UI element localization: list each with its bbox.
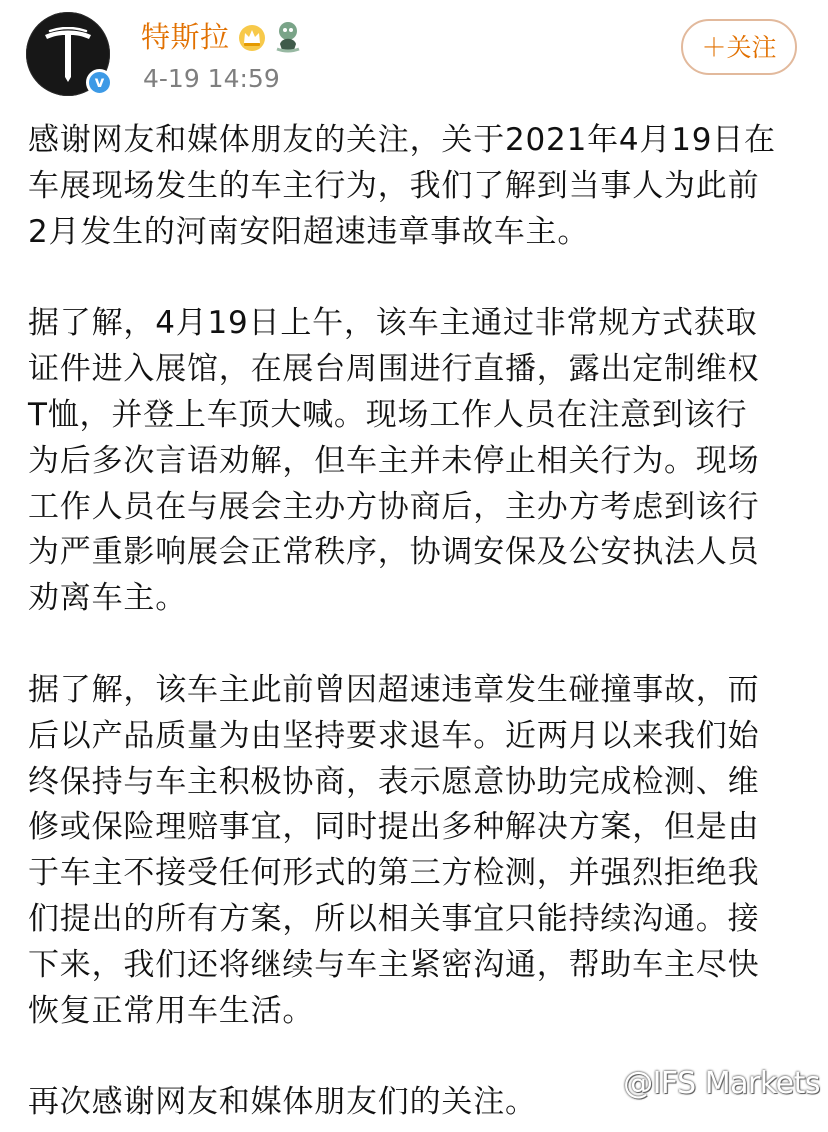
tesla-logo-icon xyxy=(42,27,94,83)
username[interactable]: 特斯拉 xyxy=(141,20,230,54)
post-header xyxy=(0,0,828,110)
verified-badge: v xyxy=(86,69,113,96)
crown-icon xyxy=(237,23,267,53)
post-paragraph-4: 再次感谢网友和媒体朋友们的关注。 xyxy=(28,1084,537,1121)
fan-badge-icon xyxy=(272,19,304,53)
watermark-text: @IFS Markets xyxy=(623,1066,820,1101)
zhihu-style-logo-icon xyxy=(590,1069,620,1099)
follow-button[interactable]: ＋关注 xyxy=(681,19,797,75)
post-body xyxy=(28,118,802,1126)
post-paragraph-2: 据了解，4月19日上午，该车主通过非常规方式获取 证件进入展馆，在展台周围进行直播，露出定制维权 T恤，并登上车顶大喊。现场工作人员在注意到该行 为后多次言语劝解，但车主并未停止相关行为。现场 工作人员在与展会主办方协商后，主办方考虑到该行 为严重影响展会正常秩序，协调安保及公安执法人员 劝离车主。 xyxy=(28,305,760,617)
post-paragraph-3: 据了解，该车主此前曾因超速违章发生碰撞事故，而 后以产品质量为由坚持要求退车。近两月以来我们始 终保持与车主积极协商，表示愿意协助完成检测、维 修或保险理赔事宜，同时提出多种解决方案，但是由 于车主不接受任何形式的第三方检测，并强烈拒绝我 们提出的所有方案，所以相关事宜只能持续沟通。接 下来，我们还将继续与车主紧密沟通，帮助车主尽快 恢复正常用车生活。 xyxy=(28,671,760,1029)
watermark xyxy=(590,1062,820,1106)
post-timestamp: 4-19 14:59 xyxy=(143,64,280,93)
post-paragraph-1: 感谢网友和媒体朋友的关注，关于2021年4月19日在 车展现场发生的车主行为，我们了解到当事人为此前 2月发生的河南安阳超速违章事故车主。 xyxy=(28,122,776,250)
